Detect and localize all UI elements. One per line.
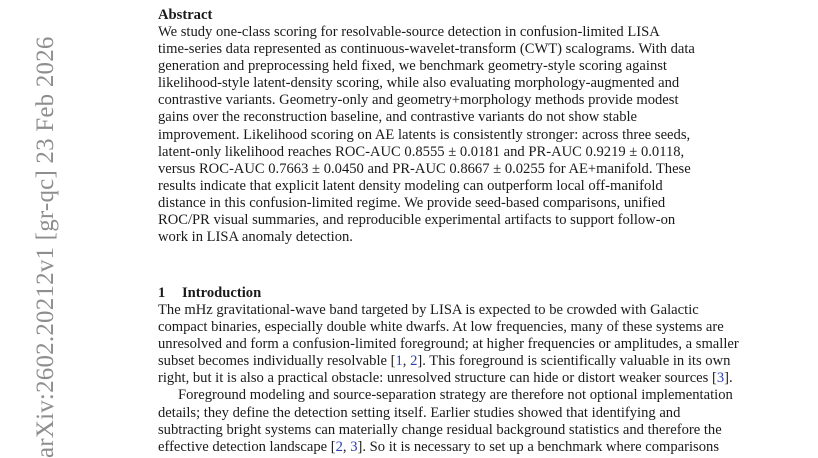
paragraph-line: unresolved and form a confusion-limited foreground; at higher frequencies or amplitudes, a smaller xyxy=(158,336,739,353)
paragraph-line: Foreground modeling and source-separation strategy are therefore not optional implementation xyxy=(178,387,733,404)
abstract-line: versus ROC-AUC 0.7663 ± 0.0450 and PR-AUC 0.8667 ± 0.0255 for AE+manifold. These xyxy=(158,160,691,177)
paragraph-line xyxy=(158,370,808,387)
abstract-line: likelihood-style latent-density scoring, while also evaluating morphology-augmented and xyxy=(158,75,680,92)
citation-link[interactable]: 3 xyxy=(716,370,725,387)
abstract-line: We study one-class scoring for resolvable-source detection in confusion-limited LISA xyxy=(158,24,660,40)
abstract-line: results indicate that explicit latent density modeling can outperform local off-manifold xyxy=(158,177,663,194)
text-run: , xyxy=(342,438,351,455)
paragraph-line xyxy=(158,439,808,456)
abstract-line: latent-only likelihood reaches ROC-AUC 0.8555 ± 0.0181 and PR-AUC 0.9219 ± 0.0118, xyxy=(158,143,685,160)
text-run: ]. So it is necessary to set up a benchmark where comparisons xyxy=(357,438,720,455)
abstract-line: gains over the reconstruction baseline, and contrastive variants do not show stable xyxy=(158,109,638,126)
paragraph-line xyxy=(158,353,808,370)
arxiv-side-stamp xyxy=(0,0,59,458)
paragraph-line: subtracting bright systems can materially change residual background statistics and therefore the xyxy=(158,421,722,438)
citation-link[interactable]: 2 xyxy=(335,438,343,455)
paper-page xyxy=(158,0,818,455)
citation-link[interactable]: 2 xyxy=(410,353,418,370)
abstract-line: work in LISA anomaly detection. xyxy=(158,229,353,246)
text-run: subset becomes individually resolvable [ xyxy=(158,353,396,370)
text-run: ]. xyxy=(724,370,733,387)
arxiv-identifier: arXiv:2602.20212v1 [gr-qc] 23 Feb 2026 xyxy=(32,36,59,458)
text-run: , xyxy=(402,353,411,370)
section-number: 1 xyxy=(158,285,166,301)
abstract-line: distance in this confusion-limited regime. We provide seed-based comparisons, unified xyxy=(158,194,666,211)
text-run: ]. This foreground is scientifically valuable in its own xyxy=(417,353,731,370)
citation-link[interactable]: 1 xyxy=(395,353,403,370)
section-title: Introduction xyxy=(182,285,262,301)
abstract-line: time-series data represented as continuous-wavelet-transform (CWT) scalograms. With data xyxy=(158,41,695,58)
paragraph-line: The mHz gravitational-wave band targeted by LISA is expected to be crowded with Galactic xyxy=(158,302,699,318)
abstract-line: ROC/PR visual summaries, and reproducible experimental artifacts to support follow-on xyxy=(158,212,676,229)
abstract-heading: Abstract xyxy=(158,7,213,23)
paragraph-line: compact binaries, especially double white dwarfs. At low frequencies, many of these systems are xyxy=(158,319,724,336)
abstract-line: generation and preprocessing held fixed, we benchmark geometry-style scoring against xyxy=(158,58,667,75)
abstract-line: improvement. Likelihood scoring on AE latents is consistently stronger: across three seeds, xyxy=(158,126,691,143)
citation-link[interactable]: 3 xyxy=(350,438,358,455)
section-heading-introduction xyxy=(158,285,261,302)
abstract-line: contrastive variants. Geometry-only and geometry+morphology methods provide modest xyxy=(158,92,679,109)
abstract-body xyxy=(158,24,808,246)
introduction-body xyxy=(158,302,808,456)
text-run: right, but it is also a practical obstacle: unresolved structure can hide or distort weaker sources [ xyxy=(158,370,717,387)
paragraph-line: details; they define the detection setting itself. Earlier studies showed that identifying and xyxy=(158,404,681,421)
text-run: effective detection landscape [ xyxy=(158,438,336,455)
